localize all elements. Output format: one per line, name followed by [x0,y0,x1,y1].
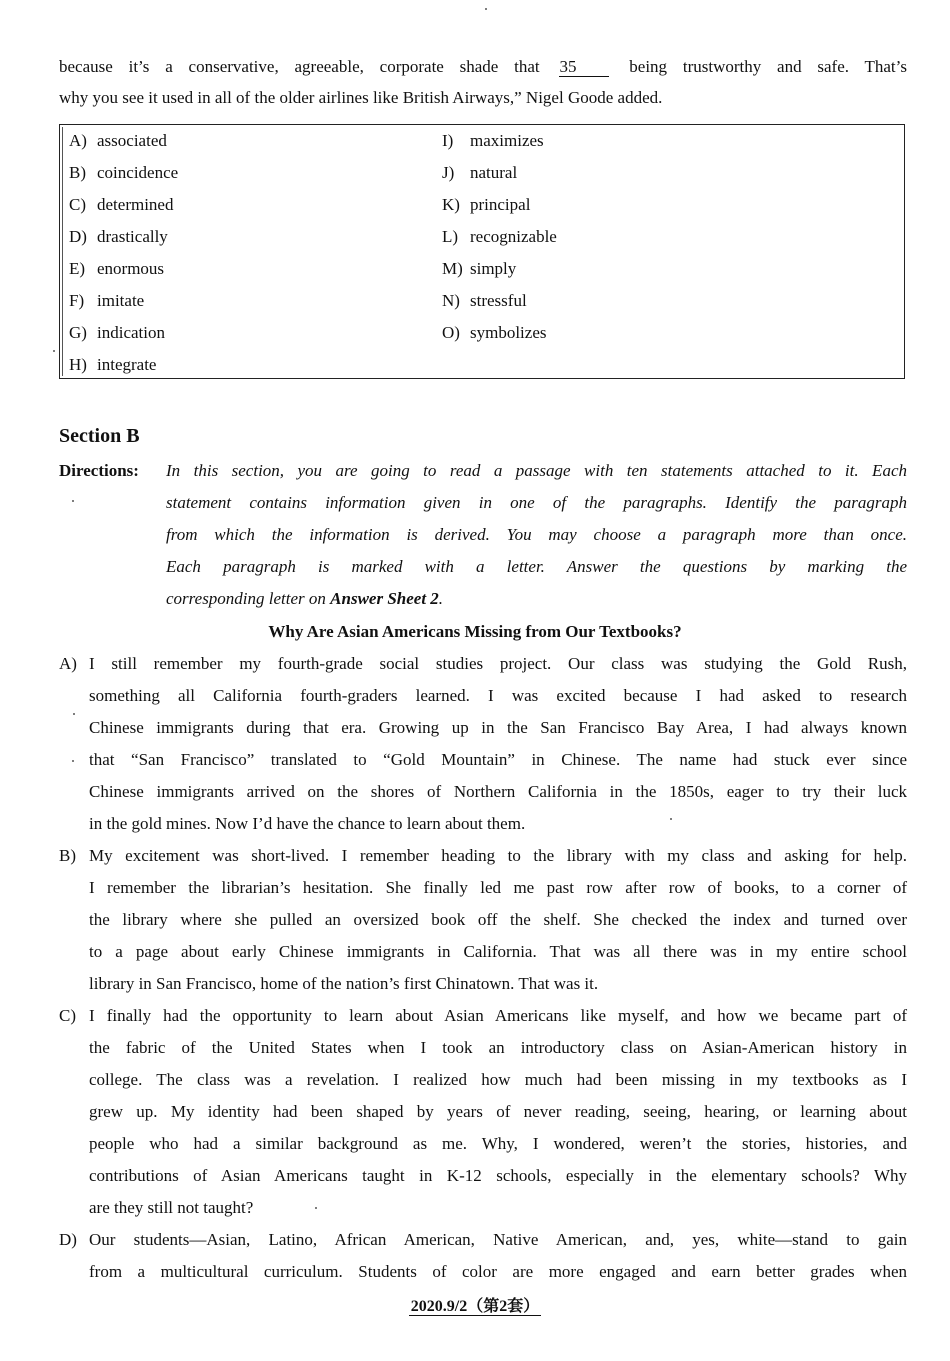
paragraph-letter: B) [59,846,76,865]
paragraph-line: My excitement was short-lived. I remember heading to the library with my class and asking for help. [89,846,907,865]
option-word: maximizes [470,131,544,150]
directions-line-4: Each paragraph is marked with a letter. Answer the questions by marking the [166,557,907,576]
paragraph-letter: D) [59,1230,77,1249]
intro-line-2: why you see it used in all of the older airlines like British Airways,” Nigel Goode added. [59,88,663,107]
option-word: simply [470,259,517,278]
option-letter: J) [442,163,455,182]
paragraph-line: people who had a similar background as me. Why, I wondered, weren’t the stories, histories, and [89,1134,907,1153]
scan-speck [72,760,74,762]
option-letter: I) [442,131,454,150]
directions-line-2: statement contains information given in one of the paragraphs. Identify the paragraph [166,493,907,512]
word-option [69,355,156,375]
paragraph-line: the library where she pulled an oversized book off the shelf. She checked the index and turned over [89,910,907,929]
word-option [69,227,168,247]
section-title: Section B [59,425,140,447]
option-word: symbolizes [470,323,547,342]
paragraph-line: Chinese immigrants arrived on the shores of Northern California in the 1850s, eager to try their luck [89,782,907,801]
word-option [442,163,517,183]
scan-speck [73,713,75,715]
directions-line-1: In this section, you are going to read a passage with ten statements attached to it. Each [166,461,907,480]
option-letter: K) [442,195,460,214]
paragraph-line: to a page about early Chinese immigrants in California. That was all there was in my entire school [89,942,907,961]
directions-last-prefix: corresponding letter on [166,589,331,608]
word-option [442,323,547,343]
footer-text: 2020.9/2（第2套） [410,1298,540,1315]
intro-line-1 [59,57,907,77]
directions-line-3: from which the information is derived. You may choose a paragraph more than once. [166,525,907,544]
paragraph-line: something all California fourth-graders learned. I was excited because I had asked to research [89,686,907,705]
paragraph-line: that “San Francisco” translated to “Gold Mountain” in Chinese. The name had stuck ever since [89,750,907,769]
option-word: associated [97,131,167,150]
page-footer [0,1293,950,1316]
option-word: drastically [97,227,168,246]
paragraph-line: from a multicultural curriculum. Students of color are more engaged and earn better grades when [89,1262,907,1281]
passage-title: Why Are Asian Americans Missing from Our Textbooks? [268,622,682,641]
option-word: imitate [97,291,145,310]
word-option [442,131,544,151]
paragraph-line: are they still not taught? [89,1198,254,1217]
scan-speck [72,500,74,502]
option-word: recognizable [470,227,557,246]
paragraph-line: contributions of Asian Americans taught in K-12 schools, especially in the elementary schools? Why [89,1166,907,1185]
paragraph-line: the fabric of the United States when I took an introductory class on Asian-American history in [89,1038,907,1057]
option-word: natural [470,163,518,182]
intro-text-before: because it’s a conservative, agreeable, corporate shade that [59,57,540,76]
answer-blank-35: 35 [559,58,609,77]
option-word: principal [470,195,531,214]
answer-sheet-ref: Answer Sheet 2 [330,589,439,608]
option-letter: D) [69,227,87,246]
word-option [69,163,178,183]
option-word: indication [97,323,165,342]
word-option [69,195,173,215]
word-option [69,323,165,343]
paragraph-line: Chinese immigrants during that era. Growing up in the San Francisco Bay Area, I had always known [89,718,907,737]
option-letter: E) [69,259,86,278]
option-letter: O) [442,323,460,342]
option-letter: L) [442,227,459,246]
directions-label: Directions: [59,461,139,480]
paragraph-line: grew up. My identity had been shaped by years of never reading, seeing, hearing, or learning about [89,1102,907,1121]
word-option [442,291,527,311]
paragraph-line: in the gold mines. Now I’d have the chance to learn about them. [89,814,526,833]
intro-text-after: being trustworthy and safe. That’s [629,57,907,76]
word-option [69,131,167,151]
option-word: enormous [97,259,165,278]
paragraph-letter: C) [59,1006,76,1025]
option-letter: A) [69,131,87,150]
directions-line-5 [166,589,907,609]
paragraph-line: I remember the librarian’s hesitation. She finally led me past row after row of books, to a corner of [89,878,907,897]
paragraph-line: I still remember my fourth-grade social studies project. Our class was studying the Gold Rush, [89,654,907,673]
option-letter: H) [69,355,87,374]
word-option [442,195,530,215]
option-letter: N) [442,291,460,310]
paragraph-line: library in San Francisco, home of the nation’s first Chinatown. That was it. [89,974,599,993]
word-option [442,227,557,247]
paragraph-line: I finally had the opportunity to learn about Asian Americans like myself, and how we became part of [89,1006,907,1025]
option-letter: C) [69,195,86,214]
scan-speck [485,8,487,10]
option-word: coincidence [97,163,179,182]
word-option [442,259,516,279]
option-word: stressful [470,291,527,310]
word-option [69,291,144,311]
option-letter: F) [69,291,85,310]
paragraph-letter: A) [59,654,77,673]
directions-last-suffix: . [438,589,444,608]
paragraph-line: Our students—Asian, Latino, African American, Native American, and, yes, white—stand to gain [89,1230,907,1249]
option-word: determined [97,195,174,214]
option-letter: G) [69,323,87,342]
paragraph-line: college. The class was a revelation. I realized how much had been missing in my textbooks as I [89,1070,907,1089]
option-word: integrate [97,355,157,374]
option-letter: B) [69,163,86,182]
scan-speck [53,350,55,352]
option-letter: M) [442,259,463,278]
word-option [69,259,164,279]
